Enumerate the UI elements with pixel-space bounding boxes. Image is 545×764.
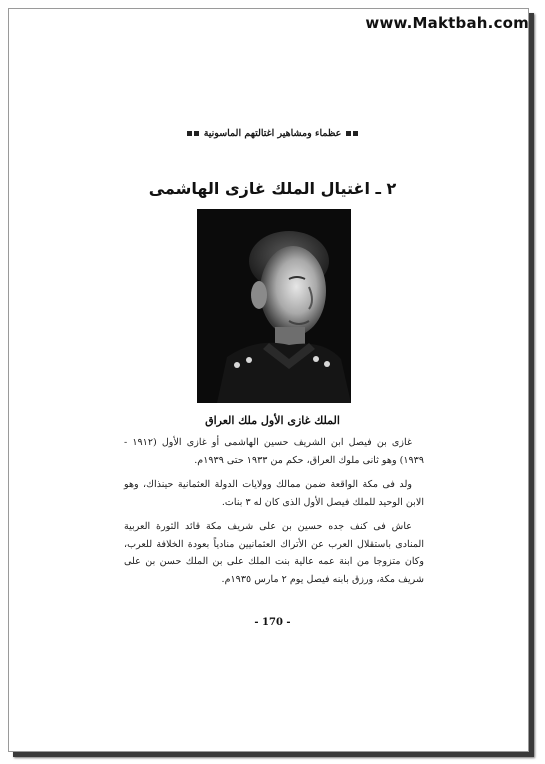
body-text bbox=[124, 434, 424, 595]
paragraph: غازى بن فيصل ابن الشريف حسين الهاشمى أو غازى الأول (١٩١٢ - ١٩٣٩) وهو ثانى ملوك العراق، حكم من ١٩٣٣ حتى ١٩٣٩م. bbox=[124, 437, 424, 466]
paragraph: ولد فى مكة الواقعة ضمن ممالك وولايات الدولة العثمانية حينذاك، وهو الابن الوحيد للملك فيصل الأول الذى كان له ٣ بنات. bbox=[124, 479, 424, 508]
chapter-title: ٢ ـ اغتيال الملك غازى الهاشمى bbox=[148, 179, 397, 198]
portrait-photo bbox=[197, 209, 351, 403]
square-bullet-icon bbox=[194, 131, 199, 136]
page-number: - 170 - bbox=[254, 617, 291, 628]
square-bullet-icon bbox=[346, 131, 351, 136]
square-bullet-icon bbox=[353, 131, 358, 136]
running-head-text: عظماء ومشاهير اغتالتهم الماسونية bbox=[203, 128, 342, 139]
photo-caption: الملك غازى الأول ملك العراق bbox=[205, 414, 340, 427]
paragraph: عاش فى كنف جده حسين بن على شريف مكة قائد الثورة العربية المنادى باستقلال العرب عن الأتراك العثمانيين منادياً بعودة الخلافة للعرب، وكان متزوجا من ابنة عمه عالية بنت الملك على بن الملك حسن بن على شريف مكة، ورزق بابنه فيصل يوم ٢ مارس ١٩٣٥م. bbox=[124, 521, 424, 585]
running-head bbox=[0, 128, 545, 139]
square-bullet-icon bbox=[187, 131, 192, 136]
portrait-illustration bbox=[197, 209, 351, 403]
watermark: www.Maktbah.com bbox=[365, 14, 529, 32]
